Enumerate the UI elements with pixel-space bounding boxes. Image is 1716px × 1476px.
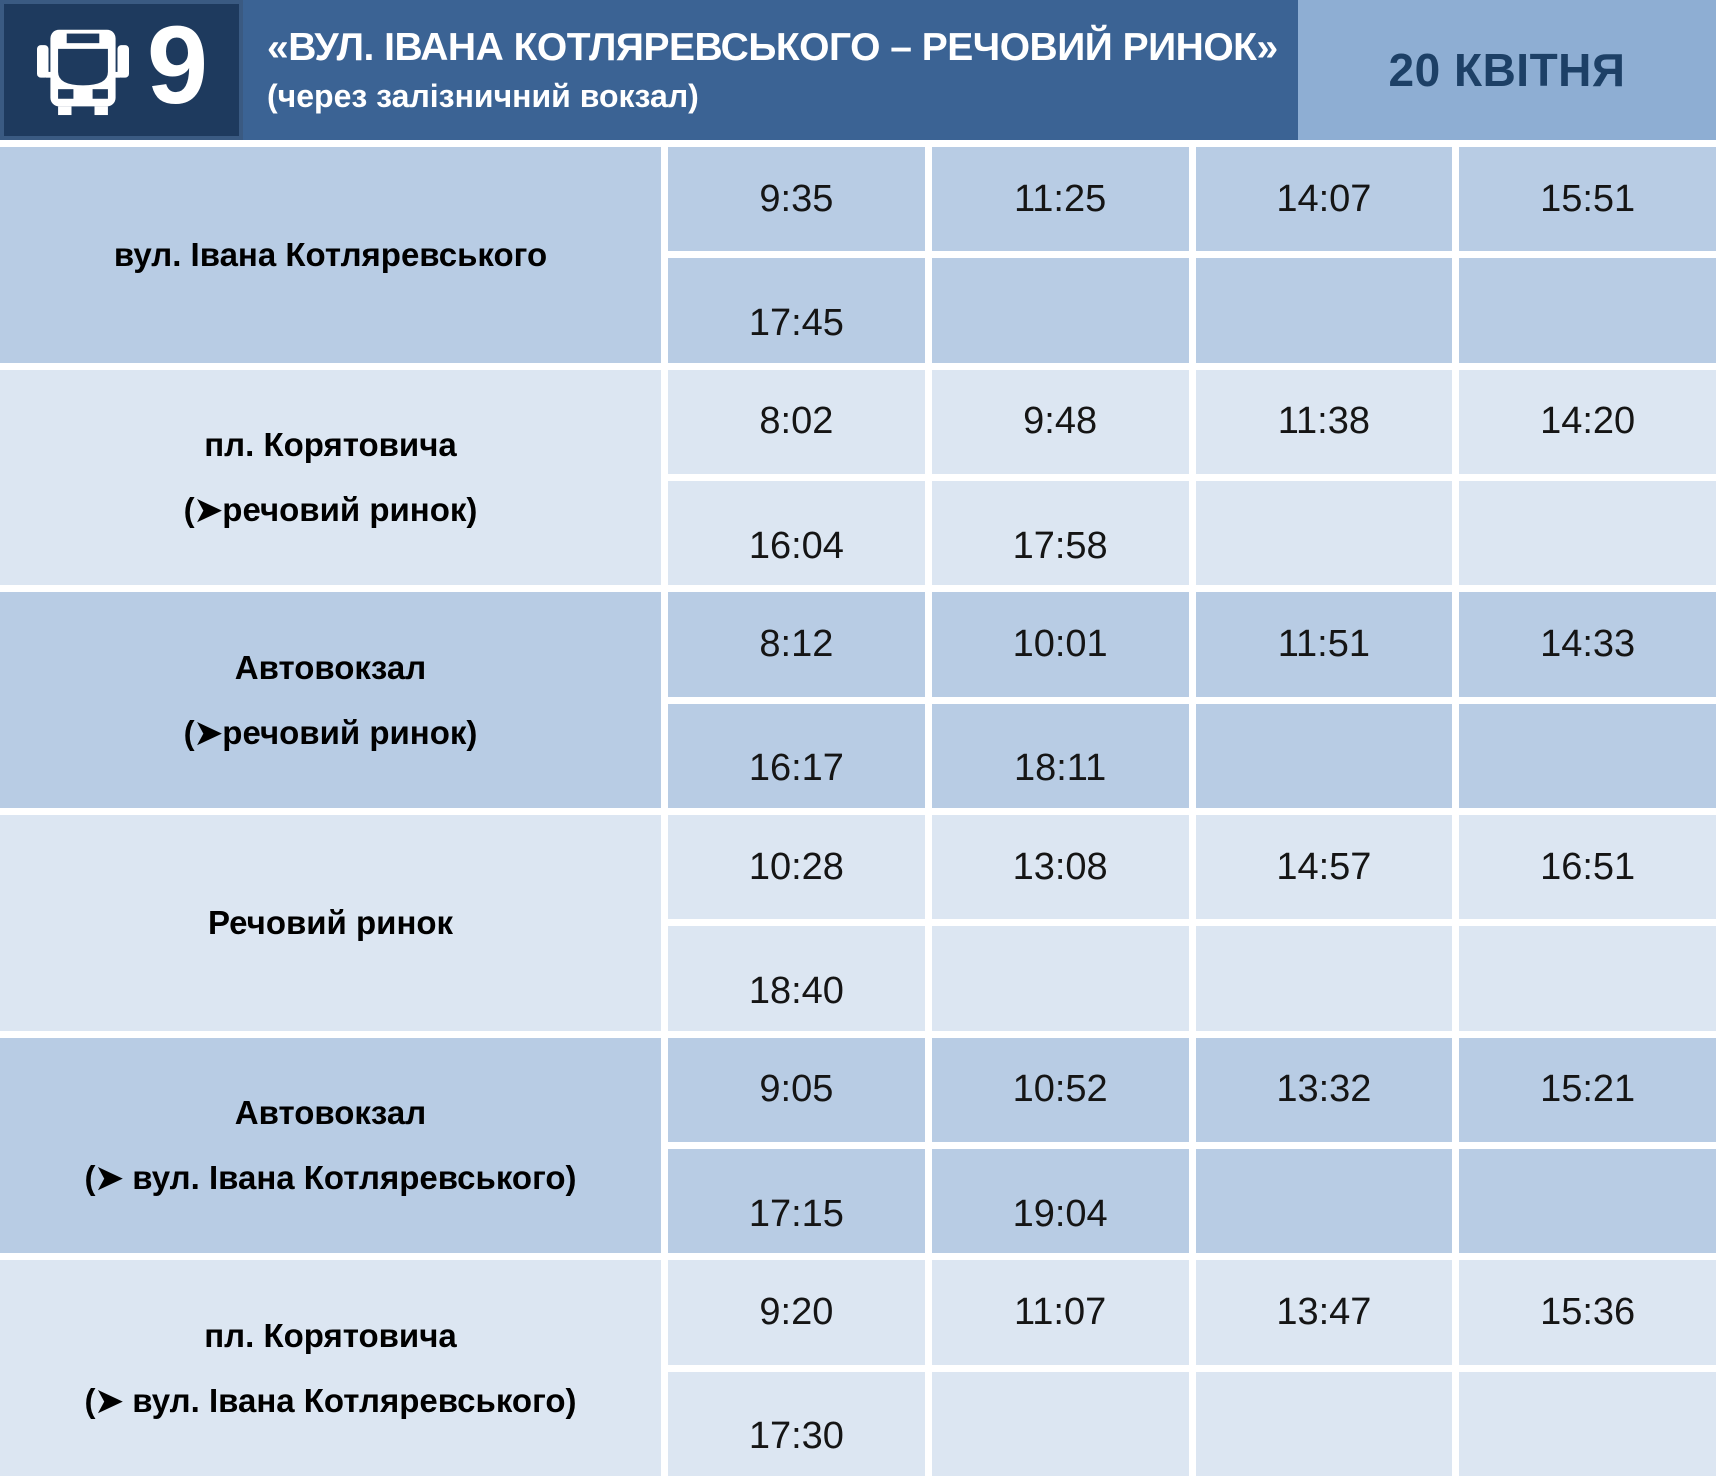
time-cell: 13:08 xyxy=(932,815,1189,919)
time-cell: 17:15 xyxy=(668,1149,925,1253)
station-row xyxy=(0,592,1716,808)
station-name: вул. Івана Котляревського xyxy=(113,236,548,274)
station-name: Автовокзал xyxy=(234,649,427,687)
time-cell: 9:48 xyxy=(932,370,1189,474)
title-bar xyxy=(243,0,1298,140)
time-cell: 10:01 xyxy=(932,592,1189,696)
route-subtitle: (через залізничний вокзал) xyxy=(267,77,699,114)
station-name-cell xyxy=(0,1038,661,1254)
time-cell-empty xyxy=(1459,704,1716,808)
time-cell-empty xyxy=(1459,1372,1716,1476)
station-direction: (➤речовий ринок) xyxy=(183,491,478,529)
time-cell: 14:07 xyxy=(1196,147,1453,251)
time-cell: 18:11 xyxy=(932,704,1189,808)
date-label: 20 КВІТНЯ xyxy=(1388,44,1626,96)
time-cell: 14:33 xyxy=(1459,592,1716,696)
time-cell: 14:20 xyxy=(1459,370,1716,474)
times-grid xyxy=(668,1260,1716,1476)
time-cell: 13:32 xyxy=(1196,1038,1453,1142)
station-row xyxy=(0,147,1716,363)
station-row xyxy=(0,1260,1716,1476)
station-direction: (➤ вул. Івана Котляревського) xyxy=(84,1382,577,1420)
time-cell-empty xyxy=(932,258,1189,362)
station-name: Автовокзал xyxy=(234,1094,427,1132)
time-cell-empty xyxy=(1196,481,1453,585)
route-title: «ВУЛ. ІВАНА КОТЛЯРЕВСЬКОГО – РЕЧОВИЙ РИНОК» xyxy=(267,25,1278,69)
station-name-cell xyxy=(0,592,661,808)
time-cell: 19:04 xyxy=(932,1149,1189,1253)
time-cell-empty xyxy=(1459,258,1716,362)
station-name-cell xyxy=(0,147,661,363)
time-cell: 13:47 xyxy=(1196,1260,1453,1364)
time-cell-empty xyxy=(932,1372,1189,1476)
time-cell-empty xyxy=(1459,926,1716,1030)
time-cell: 11:25 xyxy=(932,147,1189,251)
station-name-cell xyxy=(0,370,661,586)
station-name: пл. Корятовича xyxy=(204,426,457,464)
time-cell-empty xyxy=(1196,1149,1453,1253)
header xyxy=(0,0,1716,140)
station-name-cell xyxy=(0,815,661,1031)
timetable xyxy=(0,140,1716,1476)
time-cell: 17:30 xyxy=(668,1372,925,1476)
time-cell: 11:51 xyxy=(1196,592,1453,696)
time-cell: 9:20 xyxy=(668,1260,925,1364)
time-cell: 8:02 xyxy=(668,370,925,474)
time-cell: 11:38 xyxy=(1196,370,1453,474)
time-cell: 16:51 xyxy=(1459,815,1716,919)
route-number-box xyxy=(0,0,243,140)
time-cell: 15:21 xyxy=(1459,1038,1716,1142)
bus-icon xyxy=(35,24,131,116)
times-grid xyxy=(668,592,1716,808)
station-name-cell xyxy=(0,1260,661,1476)
time-cell: 18:40 xyxy=(668,926,925,1030)
time-cell-empty xyxy=(932,926,1189,1030)
route-number: 9 xyxy=(146,4,209,127)
time-cell-empty xyxy=(1196,926,1453,1030)
time-cell: 17:58 xyxy=(932,481,1189,585)
time-cell: 15:36 xyxy=(1459,1260,1716,1364)
time-cell: 17:45 xyxy=(668,258,925,362)
time-cell: 15:51 xyxy=(1459,147,1716,251)
time-cell: 11:07 xyxy=(932,1260,1189,1364)
times-grid xyxy=(668,370,1716,586)
station-row xyxy=(0,1038,1716,1254)
times-grid xyxy=(668,147,1716,363)
station-row xyxy=(0,370,1716,586)
time-cell: 16:04 xyxy=(668,481,925,585)
time-cell-empty xyxy=(1196,258,1453,362)
time-cell: 9:05 xyxy=(668,1038,925,1142)
time-cell: 16:17 xyxy=(668,704,925,808)
time-cell: 14:57 xyxy=(1196,815,1453,919)
time-cell: 8:12 xyxy=(668,592,925,696)
time-cell-empty xyxy=(1196,1372,1453,1476)
date-panel xyxy=(1298,0,1716,140)
station-name: Речовий ринок xyxy=(207,904,454,942)
time-cell: 10:52 xyxy=(932,1038,1189,1142)
time-cell-empty xyxy=(1196,704,1453,808)
time-cell: 10:28 xyxy=(668,815,925,919)
time-cell-empty xyxy=(1459,481,1716,585)
station-direction: (➤ вул. Івана Котляревського) xyxy=(84,1159,577,1197)
times-grid xyxy=(668,815,1716,1031)
time-cell-empty xyxy=(1459,1149,1716,1253)
station-name: пл. Корятовича xyxy=(204,1317,457,1355)
station-row xyxy=(0,815,1716,1031)
station-direction: (➤речовий ринок) xyxy=(183,714,478,752)
times-grid xyxy=(668,1038,1716,1254)
time-cell: 9:35 xyxy=(668,147,925,251)
